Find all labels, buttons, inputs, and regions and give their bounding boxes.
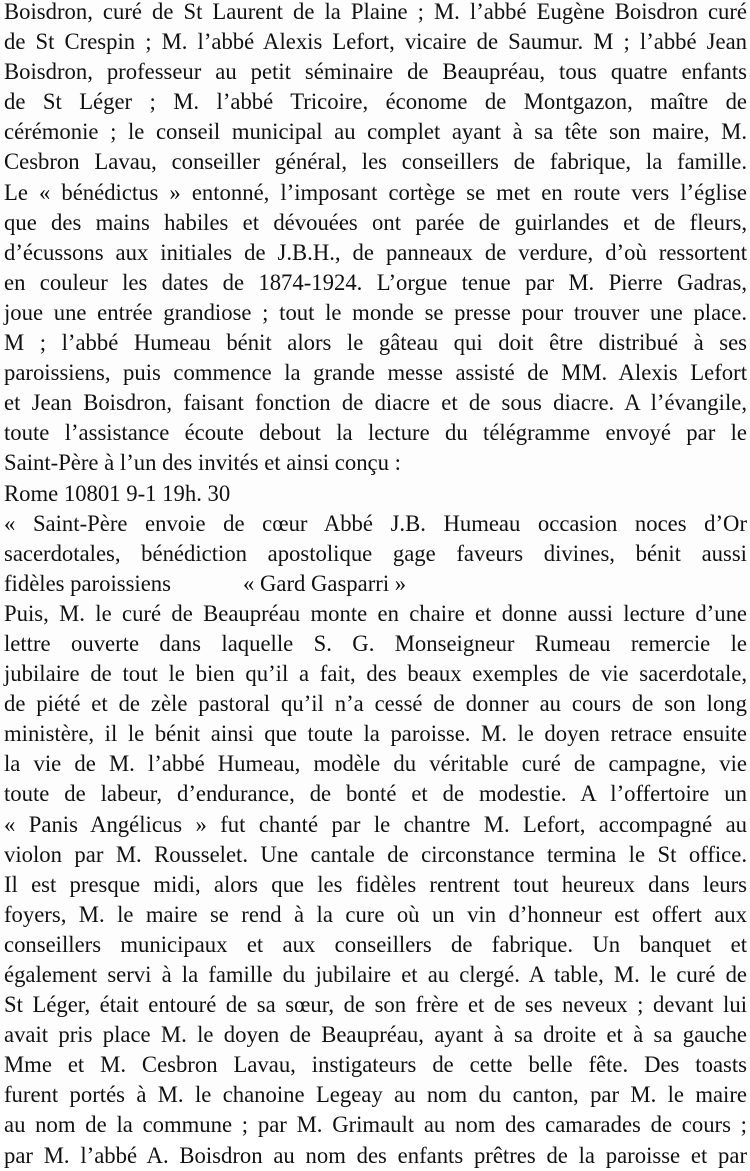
- text-line: et Jean Boisdron, faisant fonction de diacre et de sous diacre. A l’évangile,: [4, 390, 747, 416]
- text-line: joue une entrée grandiose ; tout le monde se presse pour trouver une place.: [4, 299, 747, 325]
- text-line: lettre ouverte dans laquelle S. G. Monseigneur Rumeau remercie le: [4, 630, 747, 656]
- text-line: en couleur les dates de 1874-1924. L’orgue tenue par M. Pierre Gadras,: [4, 269, 747, 295]
- text-line: cérémonie ; le conseil municipal au complet ayant à sa tête son maire, M.: [4, 119, 747, 145]
- text-line: de St Léger ; M. l’abbé Tricoire, économe de Montgazon, maître de: [4, 89, 747, 115]
- text-line: M ; l’abbé Humeau bénit alors le gâteau qui doit être distribué à ses: [4, 330, 747, 356]
- text-line: violon par M. Rousselet. Une cantale de circonstance termina le St office.: [4, 841, 747, 867]
- telegram-header: Rome 10801 9-1 19h. 30: [4, 480, 231, 506]
- text-line: foyers, M. le maire se rend à la cure où un vin d’honneur est offert aux: [4, 901, 747, 927]
- telegram-signature: « Gard Gasparri »: [242, 570, 407, 596]
- text-line: ministère, il le bénit ainsi que toute la paroisse. M. le doyen retrace ensuite: [4, 721, 747, 747]
- text-line: Mme et M. Cesbron Lavau, instigateurs de cette belle fête. Des toasts: [4, 1052, 747, 1078]
- telegram-line: « Saint-Père envoie de cœur Abbé J.B. Humeau occasion noces d’Or: [4, 510, 747, 536]
- text-line: jubilaire de tout le bien qu’il a fait, des beaux exemples de vie sacerdotale,: [4, 661, 747, 687]
- text-line: St Léger, était entouré de sa sœur, de son frère et de ses neveux ; devant lui: [4, 992, 747, 1018]
- text-line: toute de labeur, d’endurance, de bonté et de modestie. A l’offertoire un: [4, 781, 747, 807]
- text-line: Boisdron, professeur au petit séminaire de Beaupréau, tous quatre enfants: [4, 59, 747, 85]
- text-line: paroissiens, puis commence la grande messe assisté de MM. Alexis Lefort: [4, 360, 747, 386]
- telegram-line: sacerdotales, bénédiction apostolique gage faveurs divines, bénit aussi: [4, 540, 747, 566]
- text-line: de piété et de zèle pastoral qu’il n’a cessé de donner au cours de son long: [4, 691, 747, 717]
- document-text: [4, 0, 747, 1171]
- text-line: que des mains habiles et dévouées ont parée de guirlandes et de fleurs,: [4, 209, 747, 235]
- text-line: Boisdron, curé de St Laurent de la Plaine ; M. l’abbé Eugène Boisdron curé: [4, 0, 747, 24]
- text-line: Saint-Père à l’un des invités et ainsi conçu :: [4, 450, 401, 476]
- telegram-closing-line: [4, 569, 747, 599]
- text-line: également servi à la famille du jubilaire et au clergé. A table, M. le curé de: [4, 962, 747, 987]
- text-line: au nom de la commune ; par M. Grimault au nom des camarades de cours ;: [4, 1112, 747, 1138]
- text-line: avait pris place M. le doyen de Beaupréau, ayant à sa droite et à sa gauche: [4, 1022, 747, 1048]
- text-line: toute l’assistance écoute debout la lecture du télégramme envoyé par le: [4, 420, 747, 446]
- text-line: Il est presque midi, alors que les fidèles rentrent tout heureux dans leurs: [4, 871, 747, 897]
- text-line: furent portés à M. le chanoine Legeay au nom du canton, par M. le maire: [4, 1082, 747, 1108]
- text-line: de St Crespin ; M. l’abbé Alexis Lefort, vicaire de Saumur. M ; l’abbé Jean: [4, 29, 747, 55]
- text-line: par M. l’abbé A. Boisdron au nom des enfants prêtres de la paroisse et par: [4, 1142, 747, 1168]
- text-line: « Panis Angélicus » fut chanté par le chantre M. Lefort, accompagné au: [4, 811, 747, 837]
- text-line: d’écussons aux initiales de J.B.H., de panneaux de verdure, d’où ressortent: [4, 239, 747, 265]
- text-line: la vie de M. l’abbé Humeau, modèle du véritable curé de campagne, vie: [4, 751, 747, 777]
- text-line: Cesbron Lavau, conseiller général, les conseillers de fabrique, la famille.: [4, 149, 747, 175]
- telegram-last-line: fidèles paroissiens: [4, 570, 171, 596]
- text-line: conseillers municipaux et aux conseillers de fabrique. Un banquet et: [4, 931, 747, 957]
- text-line: Puis, M. le curé de Beaupréau monte en chaire et donne aussi lecture d’une: [4, 600, 747, 626]
- text-line: Le « bénédictus » entonné, l’imposant cortège se met en route vers l’église: [4, 179, 747, 205]
